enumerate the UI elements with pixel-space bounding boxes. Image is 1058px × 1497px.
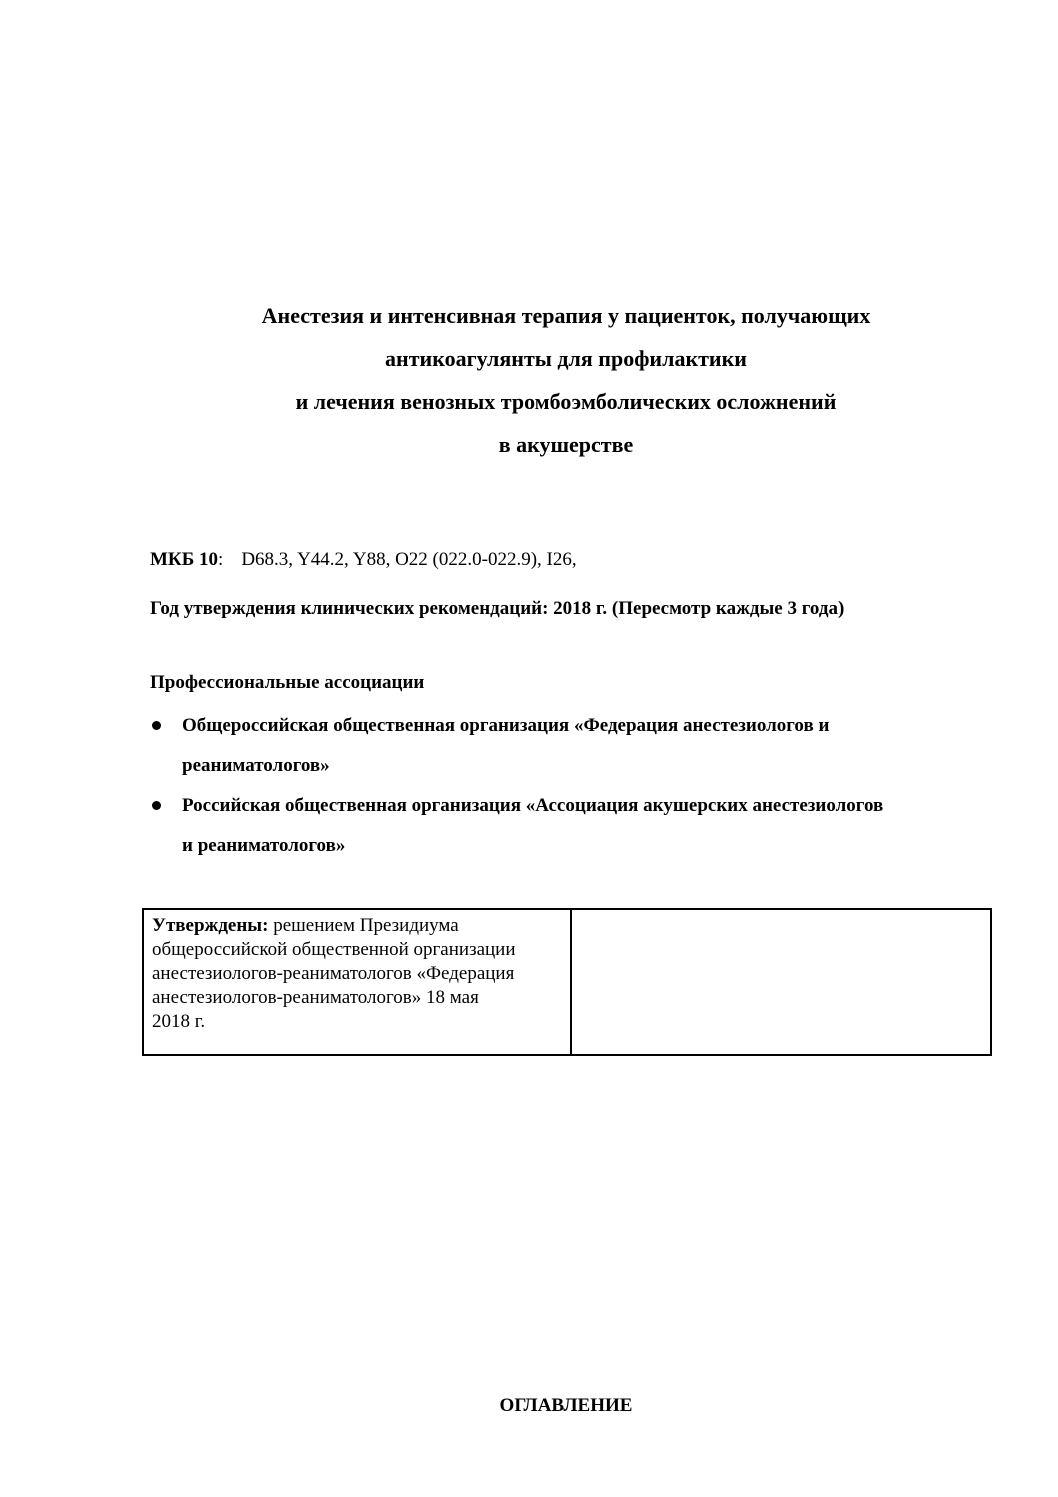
title-line-2: антикоагулянты для профилактики (385, 346, 747, 371)
approval-line-1 (152, 914, 564, 938)
mkb-codes (150, 549, 577, 571)
list-item (150, 786, 990, 866)
approval-line-4: анестезиологов-реаниматологов» 18 мая (152, 987, 479, 1008)
approval-line-2: общероссийской общественной организации (152, 939, 516, 960)
approval-line-3: анестезиологов-реаниматологов «Федерация (152, 963, 515, 984)
approval-label: Утверждены: (152, 915, 269, 936)
document-title (120, 294, 1012, 466)
approval-cell (144, 910, 572, 1054)
bullet-icon (152, 801, 161, 810)
approval-line-5: 2018 г. (152, 1011, 206, 1032)
association-1-line-1: Общероссийская общественная организация «Федерация анестезиологов и (182, 715, 830, 736)
approval-table (142, 908, 992, 1056)
title-line-3: и лечения венозных тромбоэмболических осложнений (295, 389, 837, 414)
list-item (150, 706, 990, 786)
mkb-label: МКБ 10 (150, 549, 219, 570)
approval-year: Год утверждения клинических рекомендаций: 2018 г. (Пересмотр каждые 3 года) (150, 598, 845, 619)
title-line-4: в акушерстве (498, 432, 634, 457)
association-1-line-2: реаниматологов» (182, 755, 330, 776)
toc-heading: ОГЛАВЛЕНИЕ (499, 1395, 633, 1416)
associations-heading: Профессиональные ассоциации (150, 672, 425, 693)
mkb-code-list: D68.3, Y44.2, Y88, O22 (022.0-022.9), I26, (241, 549, 577, 570)
approval-text-1: решением Президиума (268, 915, 459, 936)
title-line-1: Анестезия и интенсивная терапия у пациенток, получающих (261, 303, 871, 328)
association-2-line-1: Российская общественная организация «Ассоциация акушерских анестезиологов (182, 795, 884, 816)
approval-empty-cell (572, 910, 990, 1054)
associations-list (150, 706, 990, 866)
bullet-icon (152, 721, 161, 730)
mkb-separator: : (218, 549, 224, 570)
association-2-line-2: и реаниматологов» (182, 835, 346, 856)
